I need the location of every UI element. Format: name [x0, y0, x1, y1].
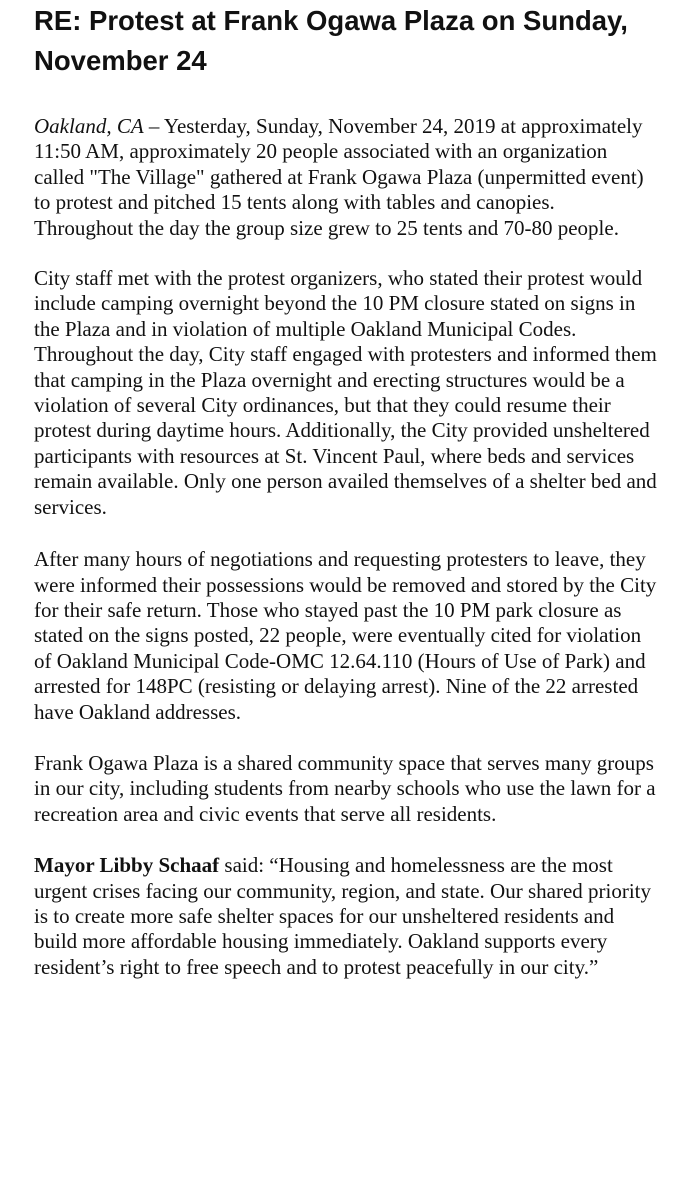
paragraph-city-staff: City staff met with the protest organizers, who stated their protest would include camping overnight beyond the 10 PM closure stated on signs in the Plaza and in violation of multiple Oakland Municipal Codes. Throughout the day, City staff engaged with protesters and informed them that camping in the Plaza overnight and erecting structures would be a violation of several City ordinances, but that they could resume their protest during daytime hours. Additionally, the City provided unsheltered participants with resources at St. Vincent Paul, where beds and services remain available. Only one person availed themselves of a shelter bed and services. — [34, 266, 657, 519]
speaker-name: Mayor Libby Schaaf — [34, 853, 220, 878]
document-title: RE: Protest at Frank Ogawa Plaza on Sunday, November 24 — [34, 5, 628, 76]
paragraph-plaza-description: Frank Ogawa Plaza is a shared community space that serves many groups in our city, including students from nearby schools who use the lawn for a recreation area and civic events that serve all residents. — [34, 750, 656, 826]
dateline: Oakland, CA — [34, 114, 144, 138]
document-page — [0, 1, 675, 980]
mayor-quote-text: said: “Housing and homelessness are the most urgent crises facing our community, region, and state. Our shared priority is to create more safe shelter spaces for our unsheltered residents and build more affordable housing immediately. Oakland supports every resident’s right to free speech and to protest peacefully in our city.” — [34, 853, 651, 979]
paragraph-incident-summary — [34, 114, 657, 241]
paragraph-incident-summary-text: – Yesterday, Sunday, November 24, 2019 at approximately 11:50 AM, approximately 20 people associated with an organization called "The Village" gathered at Frank Ogawa Plaza (unpermitted event) to protest and pitched 15 tents along with tables and canopies. Throughout the day the group size grew to 25 tents and 70-80 people. — [34, 114, 644, 240]
paragraph-arrests: After many hours of negotiations and requesting protesters to leave, they were informed their possessions would be removed and stored by the City for their safe return. Those who stayed past the 10 PM park closure as stated on the signs posted, 22 people, were eventually cited for violation of Oakland Municipal Code-OMC 12.64.110 (Hours of Use of Park) and arrested for 148PC (resisting or delaying arrest). Nine of the 22 arrested have Oakland addresses. — [34, 547, 657, 724]
paragraph-mayor-quote — [34, 853, 657, 980]
